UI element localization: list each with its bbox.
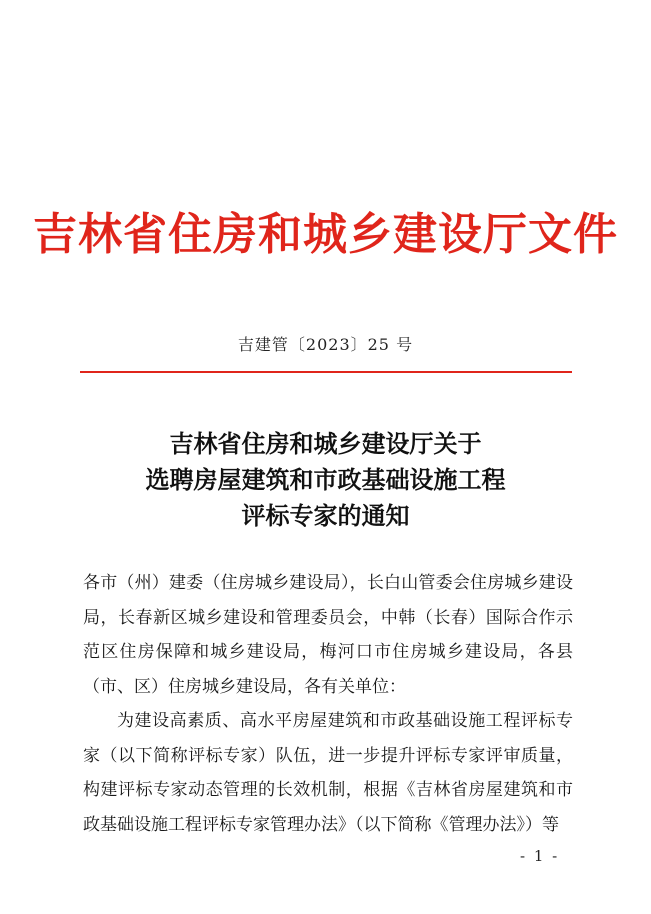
page-number: - 1 - bbox=[520, 847, 560, 865]
red-divider-line bbox=[80, 371, 572, 373]
addressee-paragraph: 各市（州）建委（住房城乡建设局），长白山管委会住房城乡建设局，长春新区城乡建设和管理委员会，中韩（长春）国际合作示范区住房保障和城乡建设局，梅河口市住房城乡建设局，各县（市、区）住房城乡建设局，各有关单位： bbox=[83, 573, 573, 697]
document-title-line: 选聘房屋建筑和市政基础设施工程 bbox=[145, 465, 506, 494]
body-paragraph: 为建设高素质、高水平房屋建筑和市政基础设施工程评标专家（以下简称评标专家）队伍，进一步提升评标专家评审质量，构建评标专家动态管理的长效机制，根据《吉林省房屋建筑和市政基础设施工程评标专家管理办法》（以下简称《管理办法》）等 bbox=[83, 711, 573, 835]
document-title-line: 评标专家的通知 bbox=[241, 501, 410, 530]
document-body bbox=[83, 566, 573, 842]
document-title bbox=[0, 426, 651, 534]
agency-header-title: 吉林省住房和城乡建设厅文件 bbox=[33, 209, 618, 260]
document-number: 吉建管〔2023〕25 号 bbox=[237, 335, 414, 354]
document-title-line: 吉林省住房和城乡建设厅关于 bbox=[169, 429, 482, 458]
